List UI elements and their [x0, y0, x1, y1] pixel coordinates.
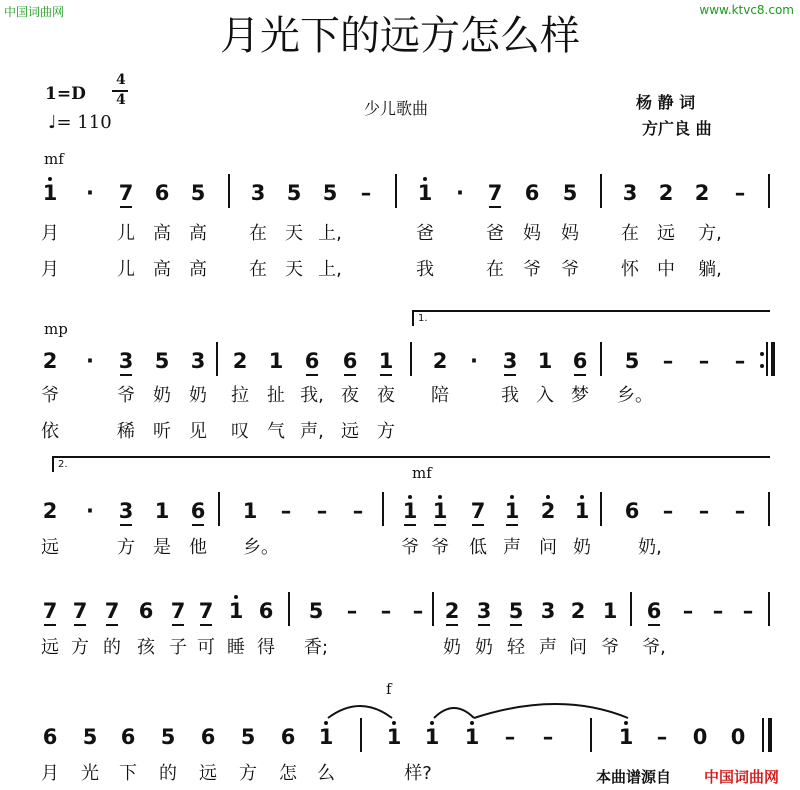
lyric-syllable: 光	[81, 763, 99, 784]
lyric-syllable: 下	[119, 763, 137, 784]
tempo-marking: ♩= 110	[48, 112, 112, 133]
hold-dash: –	[412, 599, 424, 623]
lyric-syllable: 月	[41, 259, 59, 280]
lyric-syllable: 见	[189, 421, 207, 442]
note: 1	[400, 498, 420, 524]
final-bar-line	[768, 718, 772, 752]
note: 7	[168, 598, 188, 624]
lyric-syllable: 低	[469, 537, 487, 558]
key-signature: 1=D	[45, 84, 86, 104]
note: 7	[116, 180, 136, 206]
lyric-syllable: 在	[249, 223, 267, 244]
lyric-syllable: 叹	[231, 421, 249, 442]
watermark-top-right: www.ktvc8.com	[699, 3, 794, 17]
notation-row	[0, 490, 800, 530]
lyric-syllable: 远	[41, 537, 59, 558]
lyric-syllable: 儿	[117, 259, 135, 280]
note: 6	[280, 725, 296, 749]
note: 6	[340, 348, 360, 374]
note: 1	[154, 499, 170, 523]
lyric-syllable: 拉	[231, 385, 249, 406]
lyric-line	[0, 420, 800, 446]
lyric-syllable: 妈	[523, 223, 541, 244]
lyric-syllable: 月	[41, 223, 59, 244]
lyric-syllable: 爷,	[642, 637, 666, 658]
lyric-syllable: 问	[569, 637, 587, 658]
note: 3	[540, 599, 556, 623]
bar-line	[432, 592, 434, 626]
hold-dash: –	[504, 725, 516, 749]
note: 1	[502, 498, 522, 524]
lyric-syllable: 样?	[404, 763, 432, 784]
dot-extension: ·	[456, 181, 464, 205]
note: 1	[268, 349, 284, 373]
lyric-syllable: 远	[199, 763, 217, 784]
lyric-syllable: 爷	[601, 637, 619, 658]
note: 6	[624, 499, 640, 523]
note: 2	[232, 349, 248, 373]
lyric-syllable: 高	[189, 223, 207, 244]
lyric-syllable: 爷	[117, 385, 135, 406]
repeat-dot	[760, 352, 764, 356]
lyric-syllable: 奶	[475, 637, 493, 658]
note: 1	[462, 724, 482, 750]
lyric-syllable: 奶	[189, 385, 207, 406]
bar-line	[600, 342, 602, 376]
note: 6	[120, 725, 136, 749]
note: 5	[322, 181, 338, 205]
note: 3	[622, 181, 638, 205]
note: 3	[190, 349, 206, 373]
note: 2	[442, 598, 462, 624]
lyric-syllable: 夜	[341, 385, 359, 406]
hold-dash: –	[734, 181, 746, 205]
hold-dash: –	[742, 599, 754, 623]
lyric-syllable: 么	[317, 763, 335, 784]
bar-line	[590, 718, 592, 752]
source-label: 本曲谱源自	[596, 768, 672, 786]
note: 7	[485, 180, 505, 206]
bar-line	[630, 592, 632, 626]
note: 7	[70, 598, 90, 624]
time-signature-top: 4	[116, 72, 126, 88]
lyric-syllable: 爷	[523, 259, 541, 280]
bar-line	[600, 492, 602, 526]
lyric-syllable: 远	[341, 421, 359, 442]
bar-line	[768, 492, 770, 526]
note: 6	[644, 598, 664, 624]
repeat-bar-thick	[771, 342, 775, 376]
note: 0	[730, 725, 746, 749]
lyric-syllable: 上,	[318, 259, 342, 280]
hold-dash: –	[698, 349, 710, 373]
lyric-syllable: 天	[285, 259, 303, 280]
lyric-syllable: 爷	[431, 537, 449, 558]
note: 3	[116, 348, 136, 374]
note: 2	[432, 349, 448, 373]
lyric-syllable: 怎	[279, 763, 297, 784]
lyric-syllable: 高	[189, 259, 207, 280]
note: 1	[40, 180, 60, 206]
note: 5	[240, 725, 256, 749]
lyric-line	[0, 536, 800, 562]
lyric-line	[0, 636, 800, 662]
lyric-line	[0, 222, 800, 248]
lyric-syllable: 远	[41, 637, 59, 658]
first-ending-number: 1.	[418, 313, 428, 324]
note: 6	[188, 498, 208, 524]
note: 1	[422, 724, 442, 750]
lyric-syllable: 乡。	[617, 385, 653, 406]
note: 1	[384, 724, 404, 750]
lyric-syllable: 爷	[401, 537, 419, 558]
note: 7	[102, 598, 122, 624]
note: 6	[302, 348, 322, 374]
lyric-syllable: 我	[501, 385, 519, 406]
bar-line	[360, 718, 362, 752]
hold-dash: –	[542, 725, 554, 749]
bar-line	[382, 492, 384, 526]
watermark-bottom-right: 中国词曲网	[704, 768, 780, 786]
note: 3	[116, 498, 136, 524]
lyric-syllable: 夜	[377, 385, 395, 406]
hold-dash: –	[280, 499, 292, 523]
hold-dash: –	[380, 599, 392, 623]
lyric-syllable: 高	[153, 223, 171, 244]
lyric-syllable: 方,	[698, 223, 722, 244]
hold-dash: –	[316, 499, 328, 523]
note: 7	[468, 498, 488, 524]
note: 2	[570, 599, 586, 623]
lyric-syllable: 天	[285, 223, 303, 244]
note: 1	[415, 180, 435, 206]
lyric-syllable: 我,	[300, 385, 324, 406]
lyric-syllable: 气	[267, 421, 285, 442]
lyric-syllable: 声	[539, 637, 557, 658]
lyric-syllable: 睡	[227, 637, 245, 658]
note: 1	[242, 499, 258, 523]
lyric-line	[0, 384, 800, 410]
note: 5	[154, 349, 170, 373]
lyric-syllable: 依	[41, 421, 59, 442]
lyric-syllable: 他	[189, 537, 207, 558]
note: 2	[42, 349, 58, 373]
hold-dash: –	[352, 499, 364, 523]
bar-line	[768, 592, 770, 626]
lyric-syllable: 在	[249, 259, 267, 280]
hold-dash: –	[346, 599, 358, 623]
dot-extension: ·	[86, 499, 94, 523]
lyric-syllable: 方	[71, 637, 89, 658]
hold-dash: –	[662, 499, 674, 523]
lyric-syllable: 的	[103, 637, 121, 658]
lyric-syllable: 爷	[41, 385, 59, 406]
hold-dash: –	[712, 599, 724, 623]
note: 2	[538, 498, 558, 524]
lyricist-credit: 杨 静 词	[636, 93, 696, 112]
hold-dash: –	[698, 499, 710, 523]
lyric-syllable: 入	[536, 385, 554, 406]
lyric-syllable: 爷	[561, 259, 579, 280]
note: 3	[474, 598, 494, 624]
note: 1	[316, 724, 336, 750]
note: 5	[308, 599, 324, 623]
note: 0	[692, 725, 708, 749]
bar-line	[228, 174, 230, 208]
note: 6	[258, 599, 274, 623]
hold-dash: –	[682, 599, 694, 623]
bar-line	[410, 342, 412, 376]
lyric-syllable: 方	[239, 763, 257, 784]
note: 7	[196, 598, 216, 624]
notation-row	[0, 340, 800, 380]
lyric-syllable: 香;	[303, 637, 329, 658]
bar-line	[762, 718, 764, 752]
lyric-syllable: 怀	[621, 259, 639, 280]
lyric-syllable: 扯	[267, 385, 285, 406]
note: 5	[82, 725, 98, 749]
composer-credit: 方广良 曲	[642, 119, 712, 138]
lyric-syllable: 爸	[486, 223, 504, 244]
dot-extension: ·	[86, 349, 94, 373]
notation-row	[0, 716, 800, 756]
lyric-syllable: 陪	[431, 385, 449, 406]
note: 5	[160, 725, 176, 749]
note: 7	[40, 598, 60, 624]
lyric-syllable: 儿	[117, 223, 135, 244]
lyric-syllable: 奶,	[638, 537, 662, 558]
dynamic-marking: mf	[412, 464, 432, 482]
bar-line	[768, 174, 770, 208]
dynamic-marking: mf	[44, 150, 64, 168]
note: 2	[42, 499, 58, 523]
lyric-syllable: 稀	[117, 421, 135, 442]
lyric-syllable: 声,	[300, 421, 324, 442]
lyric-syllable: 梦	[571, 385, 589, 406]
lyric-syllable: 的	[159, 763, 177, 784]
lyric-syllable: 方	[377, 421, 395, 442]
note: 6	[524, 181, 540, 205]
second-ending-bracket	[52, 456, 770, 472]
lyric-syllable: 我	[416, 259, 434, 280]
lyric-syllable: 是	[153, 537, 171, 558]
note: 2	[694, 181, 710, 205]
lyric-syllable: 在	[486, 259, 504, 280]
lyric-line	[0, 762, 800, 788]
note: 1	[376, 348, 396, 374]
note: 1	[430, 498, 450, 524]
bar-line	[395, 174, 397, 208]
lyric-syllable: 奶	[573, 537, 591, 558]
lyric-line	[0, 258, 800, 284]
lyric-syllable: 轻	[507, 637, 525, 658]
note: 6	[570, 348, 590, 374]
lyric-syllable: 上,	[318, 223, 342, 244]
lyric-syllable: 远	[657, 223, 675, 244]
dynamic-marking: mp	[44, 320, 68, 338]
lyric-syllable: 奶	[153, 385, 171, 406]
lyric-syllable: 妈	[561, 223, 579, 244]
lyric-syllable: 奶	[443, 637, 461, 658]
genre-label: 少儿歌曲	[364, 99, 429, 118]
song-title: 月光下的远方怎么样	[220, 13, 580, 59]
second-ending-number: 2.	[58, 459, 68, 470]
lyric-syllable: 高	[153, 259, 171, 280]
lyric-syllable: 子	[169, 637, 187, 658]
repeat-bar-thin	[766, 342, 768, 376]
lyric-syllable: 问	[539, 537, 557, 558]
lyric-syllable: 声	[503, 537, 521, 558]
note: 3	[500, 348, 520, 374]
note: 1	[572, 498, 592, 524]
notation-row	[0, 590, 800, 630]
note: 5	[562, 181, 578, 205]
lyric-syllable: 躺,	[698, 259, 722, 280]
bar-line	[216, 342, 218, 376]
lyric-syllable: 得	[257, 637, 275, 658]
lyric-syllable: 可	[197, 637, 215, 658]
hold-dash: –	[662, 349, 674, 373]
dot-extension: ·	[86, 181, 94, 205]
hold-dash: –	[360, 181, 372, 205]
bar-line	[218, 492, 220, 526]
lyric-syllable: 乡。	[243, 537, 279, 558]
bar-line	[600, 174, 602, 208]
lyric-syllable: 孩	[137, 637, 155, 658]
dynamic-marking: f	[386, 680, 392, 698]
lyric-syllable: 爸	[416, 223, 434, 244]
hold-dash: –	[656, 725, 668, 749]
note: 5	[506, 598, 526, 624]
notation-row	[0, 172, 800, 212]
watermark-top-left: 中国词曲网	[4, 5, 65, 19]
note: 6	[200, 725, 216, 749]
time-signature-bottom: 4	[116, 92, 126, 108]
first-ending-bracket	[412, 310, 770, 326]
hold-dash: –	[734, 349, 746, 373]
lyric-syllable: 月	[41, 763, 59, 784]
note: 6	[154, 181, 170, 205]
lyric-syllable: 方	[117, 537, 135, 558]
note: 1	[602, 599, 618, 623]
note: 5	[624, 349, 640, 373]
lyric-syllable: 在	[621, 223, 639, 244]
note: 3	[250, 181, 266, 205]
note: 1	[537, 349, 553, 373]
lyric-syllable: 听	[153, 421, 171, 442]
repeat-dot	[760, 364, 764, 368]
dot-extension: ·	[470, 349, 478, 373]
note: 6	[138, 599, 154, 623]
note: 2	[658, 181, 674, 205]
lyric-syllable: 中	[657, 259, 675, 280]
note: 1	[616, 724, 636, 750]
note: 5	[286, 181, 302, 205]
note: 1	[226, 598, 246, 624]
bar-line	[288, 592, 290, 626]
note: 5	[190, 181, 206, 205]
hold-dash: –	[734, 499, 746, 523]
note: 6	[42, 725, 58, 749]
